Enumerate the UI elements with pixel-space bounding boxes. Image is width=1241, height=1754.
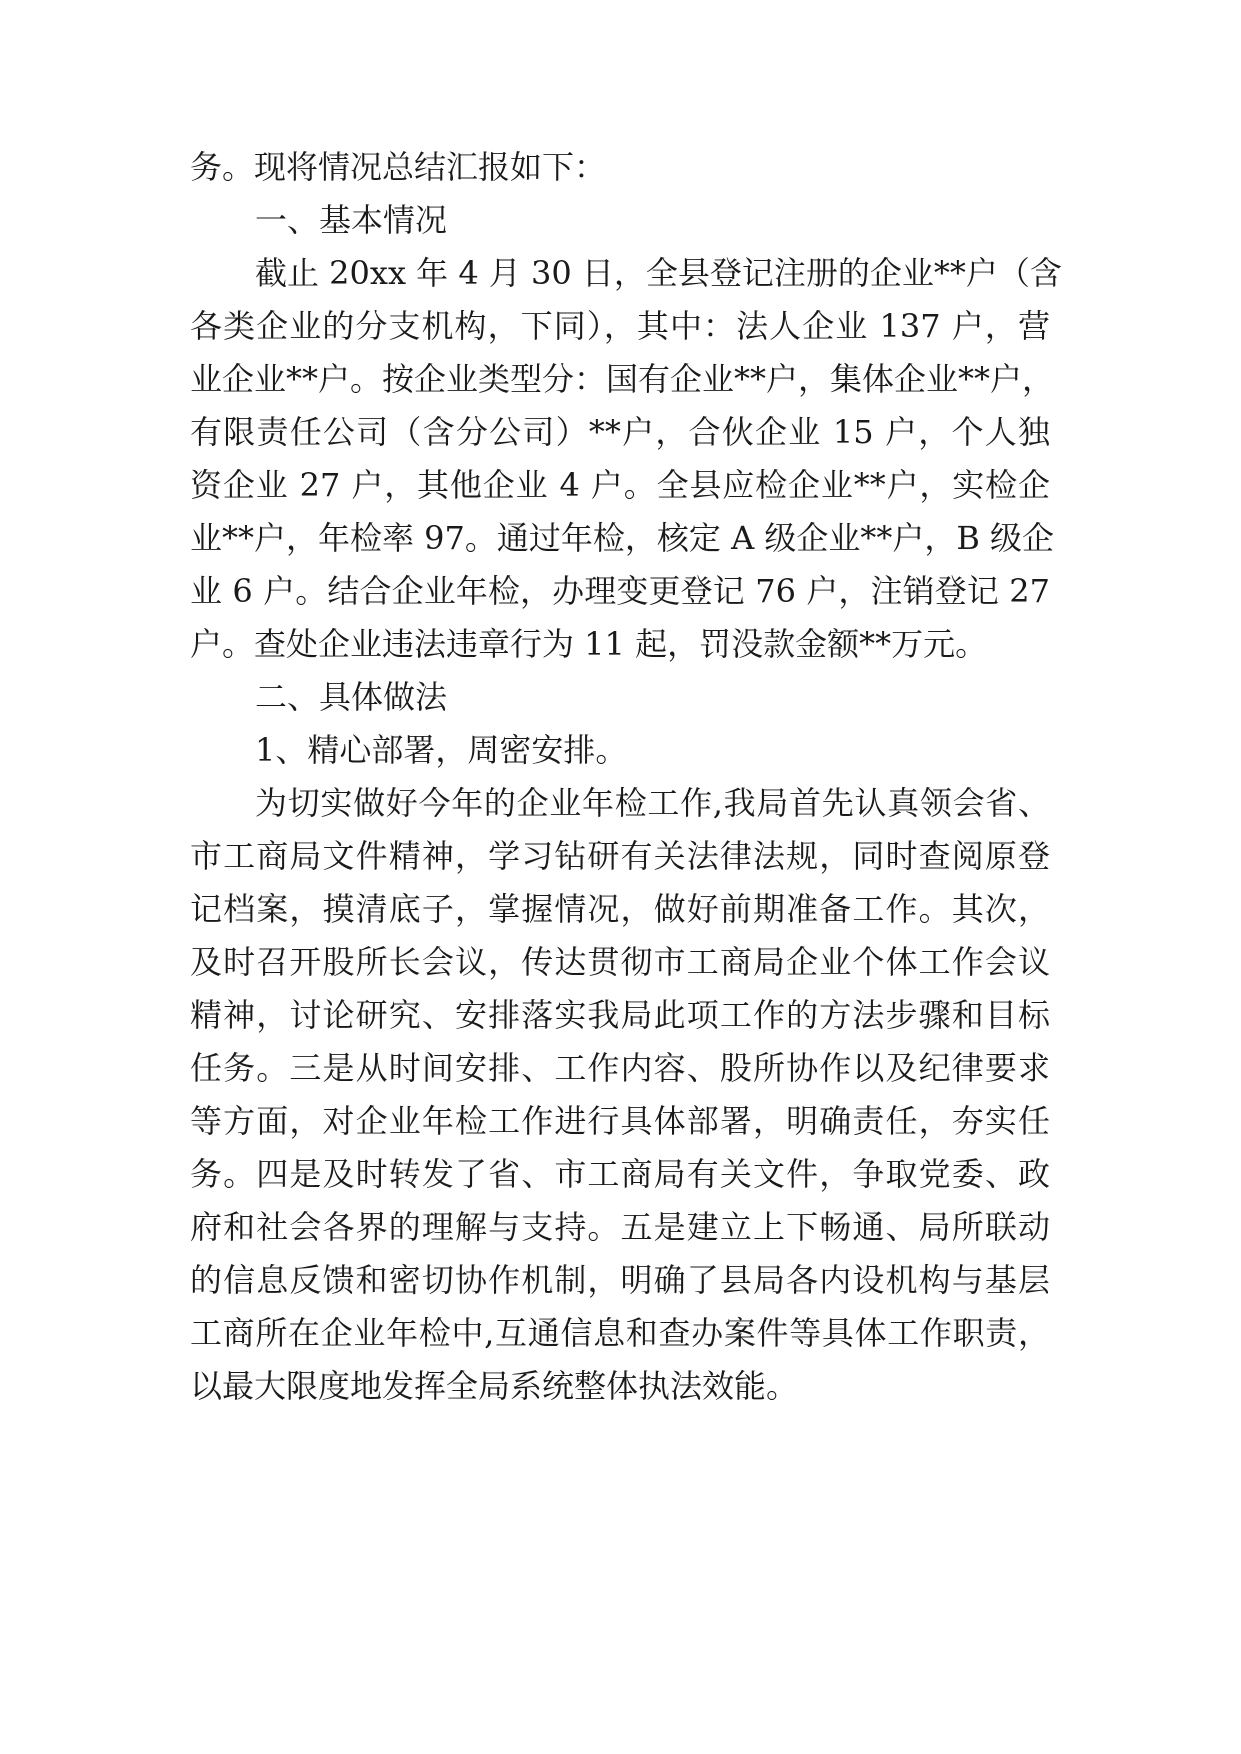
text-line: 业 6 户。结合企业年检，办理变更登记 76 户，注销登记 27 [190,572,1050,610]
text-line: 工商所在企业年检中,互通信息和查办案件等具体工作职责， [190,1314,1050,1352]
subsection-heading: 1、精心部署，周密安排。 [255,731,628,769]
text-line: 截止 20xx 年 4 月 30 日，全县登记注册的企业**户（含 [255,254,1062,292]
text-line: 府和社会各界的理解与支持。五是建立上下畅通、局所联动 [190,1208,1050,1246]
text-line: 以最大限度地发挥全局系统整体执法效能。 [190,1367,799,1405]
text-line: 业企业**户。按企业类型分：国有企业**户，集体企业**户， [190,360,1055,398]
text-line: 的信息反馈和密切协作机制，明确了县局各内设机构与基层 [190,1261,1050,1299]
text-line: 等方面，对企业年检工作进行具体部署，明确责任，夯实任 [190,1102,1050,1140]
text-line: 各类企业的分支机构，下同），其中：法人企业 137 户，营 [190,307,1050,345]
text-line: 记档案，摸清底子，掌握情况，做好前期准备工作。其次， [190,890,1050,928]
section-heading: 一、基本情况 [255,201,448,239]
text-line: 有限责任公司（含分公司）**户，合伙企业 15 户，个人独 [190,413,1050,451]
text-line: 任务。三是从时间安排、工作内容、股所协作以及纪律要求 [190,1049,1050,1087]
text-line: 及时召开股所长会议，传达贯彻市工商局企业个体工作会议 [190,943,1050,981]
text-line: 务。现将情况总结汇报如下： [190,148,607,186]
section-heading: 二、具体做法 [255,678,448,716]
text-line: 务。四是及时转发了省、市工商局有关文件，争取党委、政 [190,1155,1050,1193]
text-line: 户。查处企业违法违章行为 11 起，罚没款金额**万元。 [190,625,988,663]
text-line: 为切实做好今年的企业年检工作,我局首先认真领会省、 [255,784,1050,822]
text-line: 市工商局文件精神，学习钻研有关法律法规，同时查阅原登 [190,837,1050,875]
text-line: 业**户，年检率 97。通过年检，核定 A 级企业**户，B 级企 [190,519,1055,557]
text-line: 精神，讨论研究、安排落实我局此项工作的方法步骤和目标 [190,996,1050,1034]
text-line: 资企业 27 户，其他企业 4 户。全县应检企业**户，实检企 [190,466,1050,504]
